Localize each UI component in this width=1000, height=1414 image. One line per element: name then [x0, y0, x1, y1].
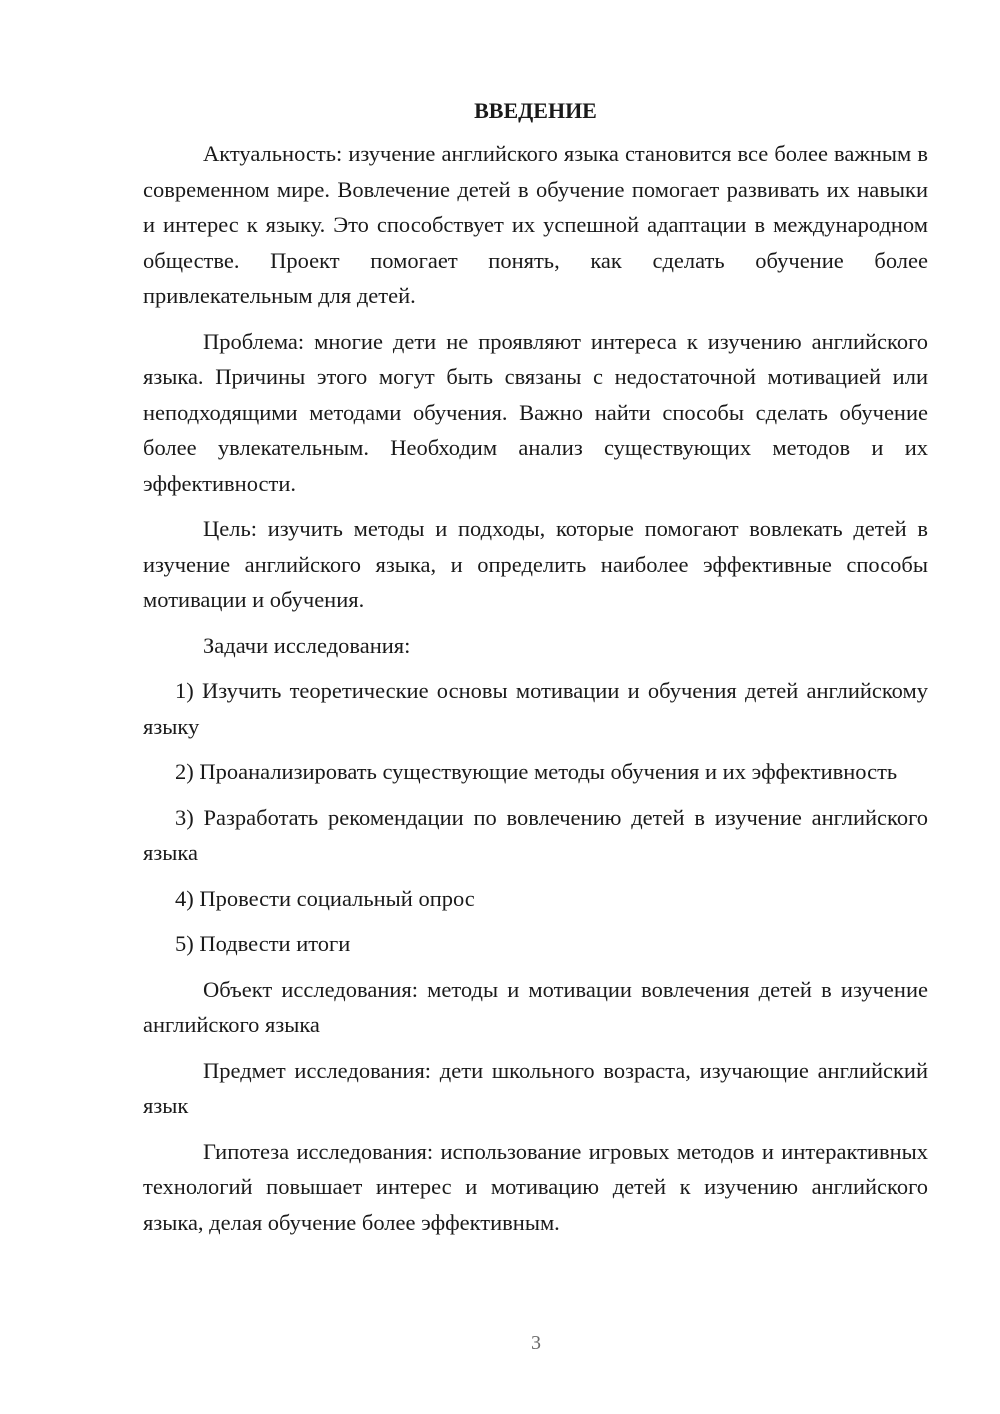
problem-paragraph: Проблема: многие дети не проявляют интереса к изучению английского языка. Причины этого могут быть связаны с недостаточной мотивацией или неподходящими методами обучения. Важно найти способы сделать обучение более увлекательным. Необходим анализ существующих методов и их эффективности. — [143, 328, 928, 496]
object-paragraph: Объект исследования: методы и мотивации вовлечения детей в изучение английского языка — [143, 976, 928, 1037]
page-body — [143, 96, 928, 1250]
relevance-paragraph: Актуальность: изучение английского языка становится все более важным в современном мире. Вовлечение детей в обучение помогает развивать их навыки и интерес к языку. Это способствует их успешной адаптации в международном обществе. Проект помогает понять, как сделать обучение более привлекательным для детей. — [143, 141, 928, 308]
task-item: 5) Подвести итоги — [175, 931, 351, 956]
page-number: 3 — [531, 1332, 541, 1354]
task-item: 4) Провести социальный опрос — [175, 885, 475, 911]
page-title: ВВЕДЕНИЕ — [474, 98, 597, 123]
hypothesis-paragraph: Гипотеза исследования: использование игровых методов и интерактивных технологий повышает интерес и мотивацию детей к изучению английского языка, делая обучение более эффективным. — [143, 1138, 928, 1235]
task-item: 2) Проанализировать существующие методы обучения и их эффективность — [175, 759, 898, 784]
subject-paragraph: Предмет исследования: дети школьного возраста, изучающие английский язык — [143, 1057, 928, 1118]
task-item: 1) Изучить теоретические основы мотивации и обучения детей английскому языку — [143, 678, 928, 739]
tasks-heading: Задачи исследования: — [203, 632, 411, 658]
goal-paragraph: Цель: изучить методы и подходы, которые помогают вовлекать детей в изучение английского языка, и определить наиболее эффективные способы мотивации и обучения. — [143, 516, 928, 612]
task-item: 3) Разработать рекомендации по вовлечению детей в изучение английского языка — [143, 804, 928, 865]
